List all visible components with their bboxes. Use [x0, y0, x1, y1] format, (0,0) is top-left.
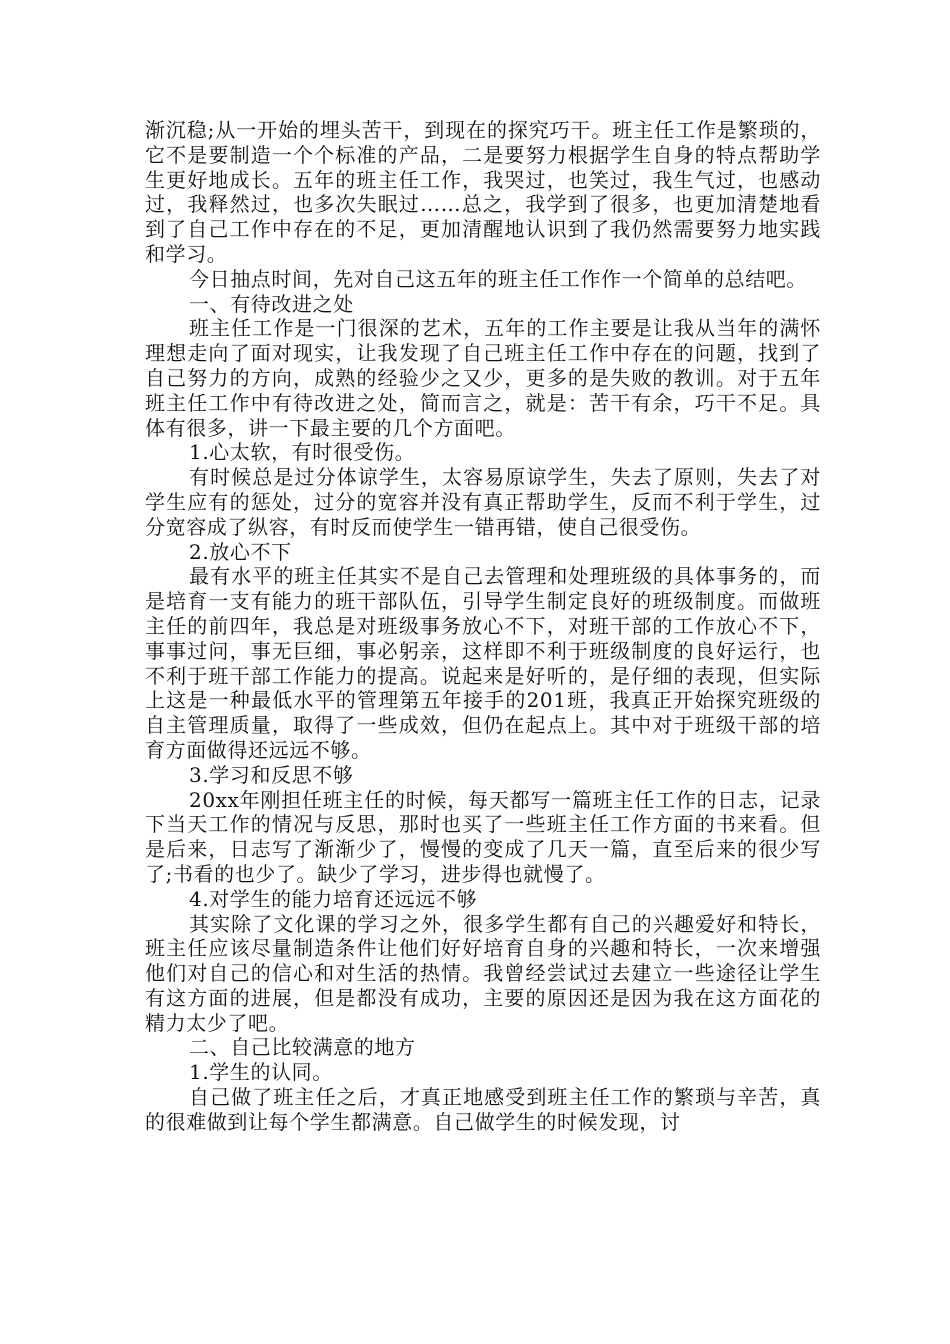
- paragraph-cannot-let-go: 最有水平的班主任其实不是自己去管理和处理班级的具体事务的，而是培育一支有能力的班干部队伍，引导学生制定良好的班级制度。而做班主任的前四年，我总是对班级事务放心不下，对班干部的工作放心不下，事事过问，事无巨细，事必躬亲，这样即不利于班级制度的良好运行，也不利于班干部工作能力的提高。说起来是好听的，是仔细的表现，但实际上这是一种最低水平的管理第五年接手的201班，我真正开始探究班级的自主管理质量，取得了一些成效，但仍在起点上。其中对于班级干部的培育方面做得还远远不够。: [145, 564, 821, 762]
- document-body: [145, 118, 821, 1135]
- subheading-student-recognition: 1.学生的认同。: [189, 1060, 333, 1085]
- paragraph-student-recognition: 自己做了班主任之后，才真正地感受到班主任工作的繁琐与辛苦，真的很难做到让每个学生都满意。自己做学生的时候发现，讨: [145, 1085, 821, 1134]
- paragraph-student-abilities: 其实除了文化课的学习之外，很多学生都有自己的兴趣爱好和特长，班主任应该尽量制造条件让他们好好培育自身的兴趣和特长，一次来增强他们对自己的信心和对生活的热情。我曾经尝试过去建立一些途径让学生有这方面的进展，但是都没有成功，主要的原因还是因为我在这方面花的精力太少了吧。: [145, 911, 821, 1035]
- subheading-soft-hearted: 1.心太软，有时很受伤。: [189, 440, 416, 465]
- paragraph-study-reflection: 20xx年刚担任班主任的时候，每天都写一篇班主任工作的日志，记录下当天工作的情况与反思，那时也买了一些班主任工作方面的书来看。但是后来，日志写了渐渐少了，慢慢的变成了几天一篇，直至后来的很少写了;书看的也少了。缺少了学习，进步得也就慢了。: [145, 787, 821, 886]
- subheading-student-abilities: 4.对学生的能力培育还远远不够: [189, 886, 478, 911]
- paragraph-summary-intro: 今日抽点时间，先对自己这五年的班主任工作作一个简单的总结吧。: [189, 266, 807, 291]
- paragraph-improvements-overview: 班主任工作是一门很深的艺术，五年的工作主要是让我从当年的满怀理想走向了面对现实，让我发现了自己班主任工作中存在的问题，找到了自己努力的方向，成熟的经验少之又少，更多的是失败的教训。对于五年班主任工作中有待改进之处，简而言之，就是：苦干有余，巧干不足。具体有很多，讲一下最主要的几个方面吧。: [145, 316, 821, 440]
- subheading-study-reflection: 3.学习和反思不够: [189, 762, 354, 787]
- paragraph-soft-hearted: 有时候总是过分体谅学生，太容易原谅学生，失去了原则，失去了对学生应有的惩处，过分的宽容并没有真正帮助学生，反而不利于学生，过分宽容成了纵容，有时反而使学生一错再错，使自己很受伤。: [145, 465, 821, 539]
- paragraph-intro-continued: 渐沉稳;从一开始的埋头苦干，到现在的探究巧干。班主任工作是繁琐的，它不是要制造一个个标准的产品，二是要努力根据学生自身的特点帮助学生更好地成长。五年的班主任工作，我哭过，也笑过，我生气过，也感动过，我释然过，也多次失眠过……总之，我学到了很多，也更加清楚地看到了自己工作中存在的不足，更加清醒地认识到了我仍然需要努力地实践和学习。: [145, 118, 821, 266]
- section-heading-satisfied: 二、自己比较满意的地方: [189, 1035, 416, 1060]
- subheading-cannot-let-go: 2.放心不下: [189, 539, 292, 564]
- section-heading-improvements: 一、有待改进之处: [189, 291, 354, 316]
